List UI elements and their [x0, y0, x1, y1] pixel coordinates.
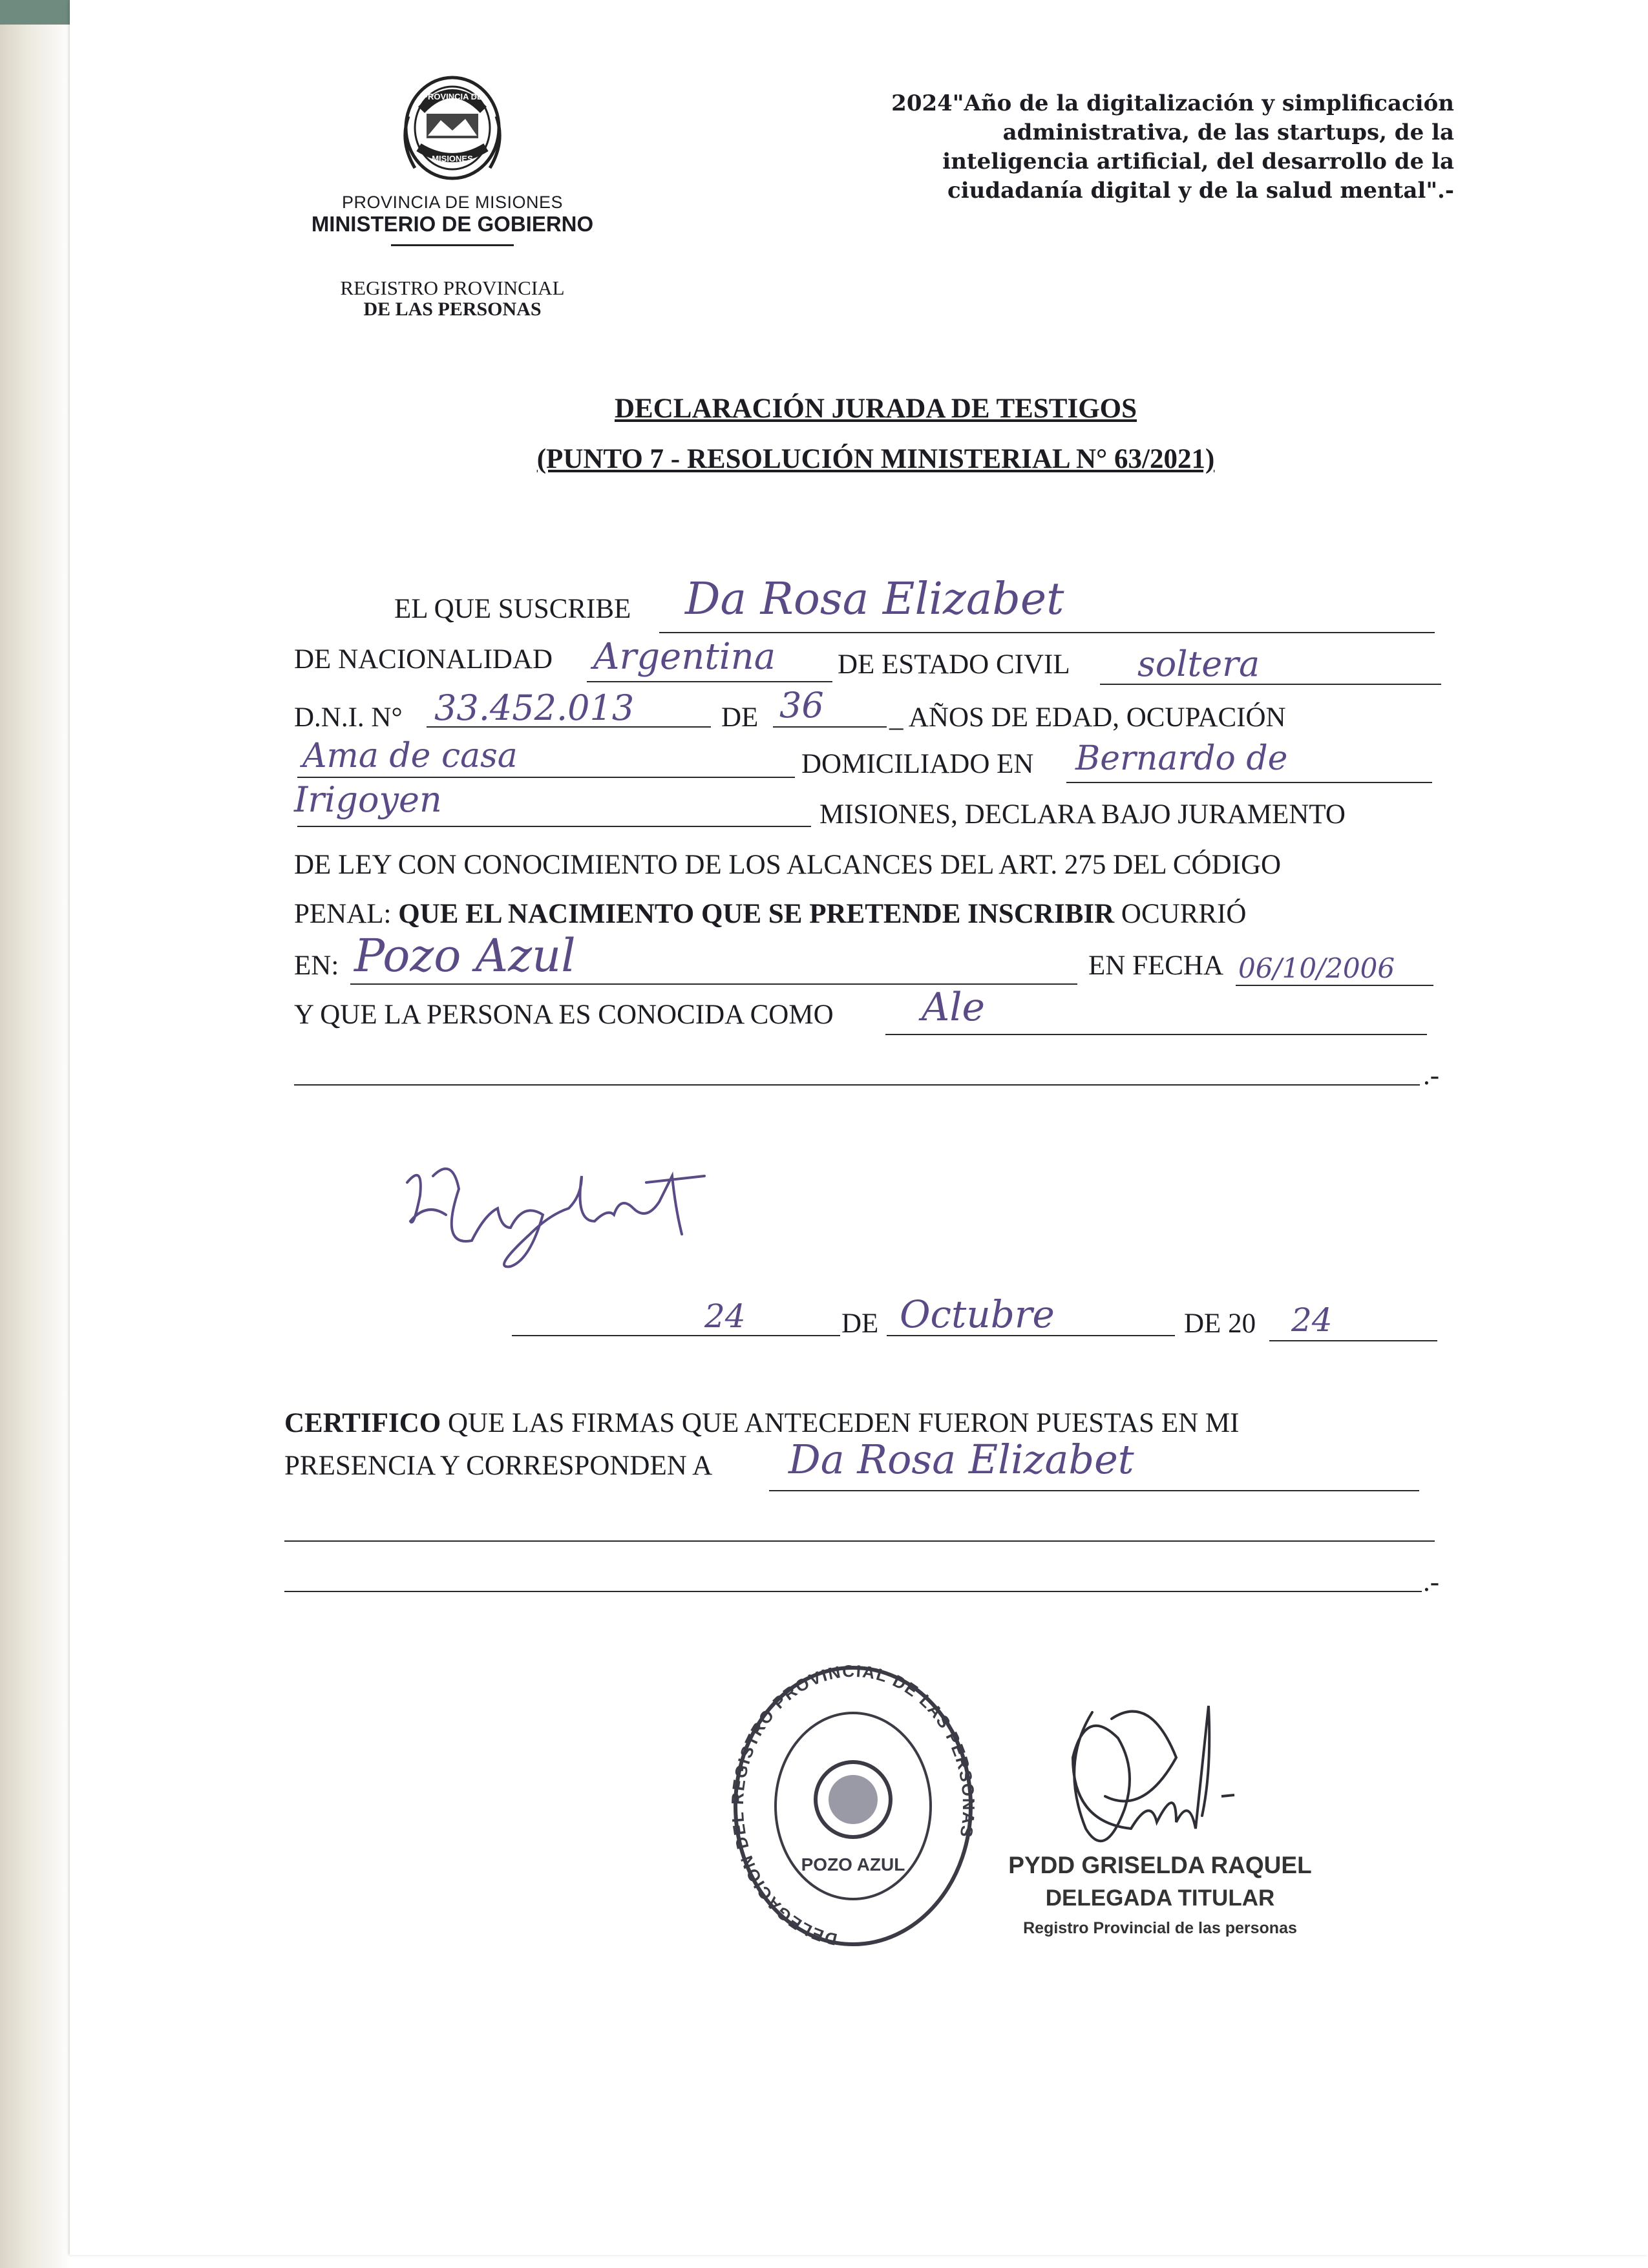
certify-text: QUE LAS FIRMAS QUE ANTECEDEN FUERON PUESTAS EN MI: [447, 1408, 1240, 1438]
subscriber-label: EL QUE SUSCRIBE: [394, 594, 631, 624]
domicile-value-2: Irigoyen: [294, 779, 442, 820]
scan-corner: [0, 0, 70, 25]
official-name: PYDD GRISELDA RAQUEL: [1008, 1852, 1312, 1878]
penal-statement: [294, 898, 1246, 930]
registry-line-2: DE LAS PERSONAS: [363, 299, 542, 320]
occupation-value: Ama de casa: [302, 737, 518, 775]
official-role: DELEGADA TITULAR: [1045, 1885, 1275, 1911]
certify-bold: CERTIFICO: [284, 1408, 441, 1438]
year-motto: [776, 89, 1454, 205]
nationality-value: Argentina: [593, 636, 776, 678]
penal-suffix: OCURRIÓ: [1121, 899, 1247, 929]
svg-text:PROVINCIA DE: PROVINCIA DE: [422, 92, 483, 101]
age-prefix: DE: [721, 702, 759, 733]
svg-text:POZO AZUL: POZO AZUL: [801, 1854, 905, 1874]
blank-line-1: [294, 1084, 1420, 1086]
birth-date-label: EN FECHA: [1088, 950, 1224, 981]
penal-bold-text: QUE EL NACIMIENTO QUE SE PRETENDE INSCRIBIR: [398, 899, 1115, 929]
motto-line-3: inteligencia artificial, del desarrollo de la: [942, 149, 1454, 174]
dated-de-1: DE: [841, 1308, 879, 1339]
certify-line-1: [284, 1407, 1239, 1439]
occupation-line: [297, 777, 795, 778]
known-as-value: Ale: [922, 985, 986, 1030]
law-line: DE LEY CON CONOCIMIENTO DE LOS ALCANCES DEL ART. 275 DEL CÓDIGO: [294, 850, 1282, 880]
ministry-divider: [391, 244, 514, 246]
registry-stamp: [724, 1651, 982, 1961]
official-office: Registro Provincial de las personas: [1023, 1919, 1297, 1937]
age-line: [773, 726, 887, 728]
subscriber-line: [659, 632, 1435, 633]
form-line-end: .-: [1423, 1060, 1440, 1091]
month-value: Octubre: [900, 1292, 1055, 1336]
motto-line-4: ciudadanía digital y de la salud mental".-: [947, 178, 1454, 204]
subscriber-value: Da Rosa Elizabet: [685, 574, 1064, 625]
svg-text:DELEGACION DEL REGISTRO PROVIN: DELEGACION DEL REGISTRO PROVINCIAL DE LAS PERSONAS: [727, 1661, 979, 1949]
domicile-line-2: [297, 826, 811, 827]
provincial-crest-icon: [396, 71, 509, 181]
certify-line-end: .-: [1423, 1567, 1440, 1597]
day-value: 24: [704, 1297, 746, 1335]
witness-signature: [388, 1137, 737, 1279]
ministry-name: MINISTERIO DE GOBIERNO: [311, 212, 594, 236]
dni-label: D.N.I. N°: [294, 702, 403, 733]
domicile-line-1: [1066, 782, 1432, 783]
nationality-line: [587, 681, 832, 682]
place-label: EN:: [294, 950, 339, 981]
penal-prefix: PENAL:: [294, 899, 392, 929]
province-name: PROVINCIA DE MISIONES: [341, 193, 564, 212]
motto-line-2: administrativa, de las startups, de la: [1002, 120, 1454, 145]
certify-name-line: [769, 1490, 1419, 1491]
birth-date-value: 06/10/2006: [1238, 952, 1395, 984]
age-suffix-label: _ AÑOS DE EDAD, OCUPACIÓN: [889, 702, 1286, 733]
scan-edge: [0, 0, 70, 2268]
declare-label: MISIONES, DECLARA BAJO JURAMENTO: [819, 799, 1346, 830]
birth-date-line: [1236, 985, 1433, 986]
registry-line-1: REGISTRO PROVINCIAL: [340, 277, 565, 299]
certify-line-2-label: PRESENCIA Y CORRESPONDEN A: [284, 1451, 713, 1481]
dated-de-2: DE 20: [1184, 1308, 1256, 1339]
document-subtitle: (PUNTO 7 - RESOLUCIÓN MINISTERIAL N° 63/2021): [536, 444, 1215, 474]
age-value: 36: [779, 685, 824, 726]
motto-line-1: 2024"Año de la digitalización y simplificación: [891, 90, 1454, 116]
domicile-label: DOMICILIADO EN: [801, 749, 1034, 779]
civil-status-label: DE ESTADO CIVIL: [838, 649, 1070, 680]
certify-name-value: Da Rosa Elizabet: [788, 1436, 1134, 1483]
place-value: Pozo Azul: [354, 929, 576, 982]
civil-status-value: soltera: [1137, 644, 1260, 684]
document-title: DECLARACIÓN JURADA DE TESTIGOS: [614, 394, 1137, 424]
domicile-value-1: Bernardo de: [1075, 739, 1288, 778]
blank-line-3: [284, 1591, 1422, 1592]
year-value: 24: [1291, 1301, 1333, 1339]
known-as-label: Y QUE LA PERSONA ES CONOCIDA COMO: [294, 1000, 834, 1030]
day-line: [512, 1335, 840, 1336]
known-as-line: [885, 1034, 1427, 1035]
official-signature: [1047, 1667, 1260, 1880]
blank-line-2: [284, 1540, 1435, 1542]
nationality-label: DE NACIONALIDAD: [294, 644, 553, 675]
dni-value: 33.452.013: [434, 688, 635, 728]
svg-text:MISIONES: MISIONES: [432, 154, 473, 163]
year-line: [1269, 1340, 1437, 1341]
